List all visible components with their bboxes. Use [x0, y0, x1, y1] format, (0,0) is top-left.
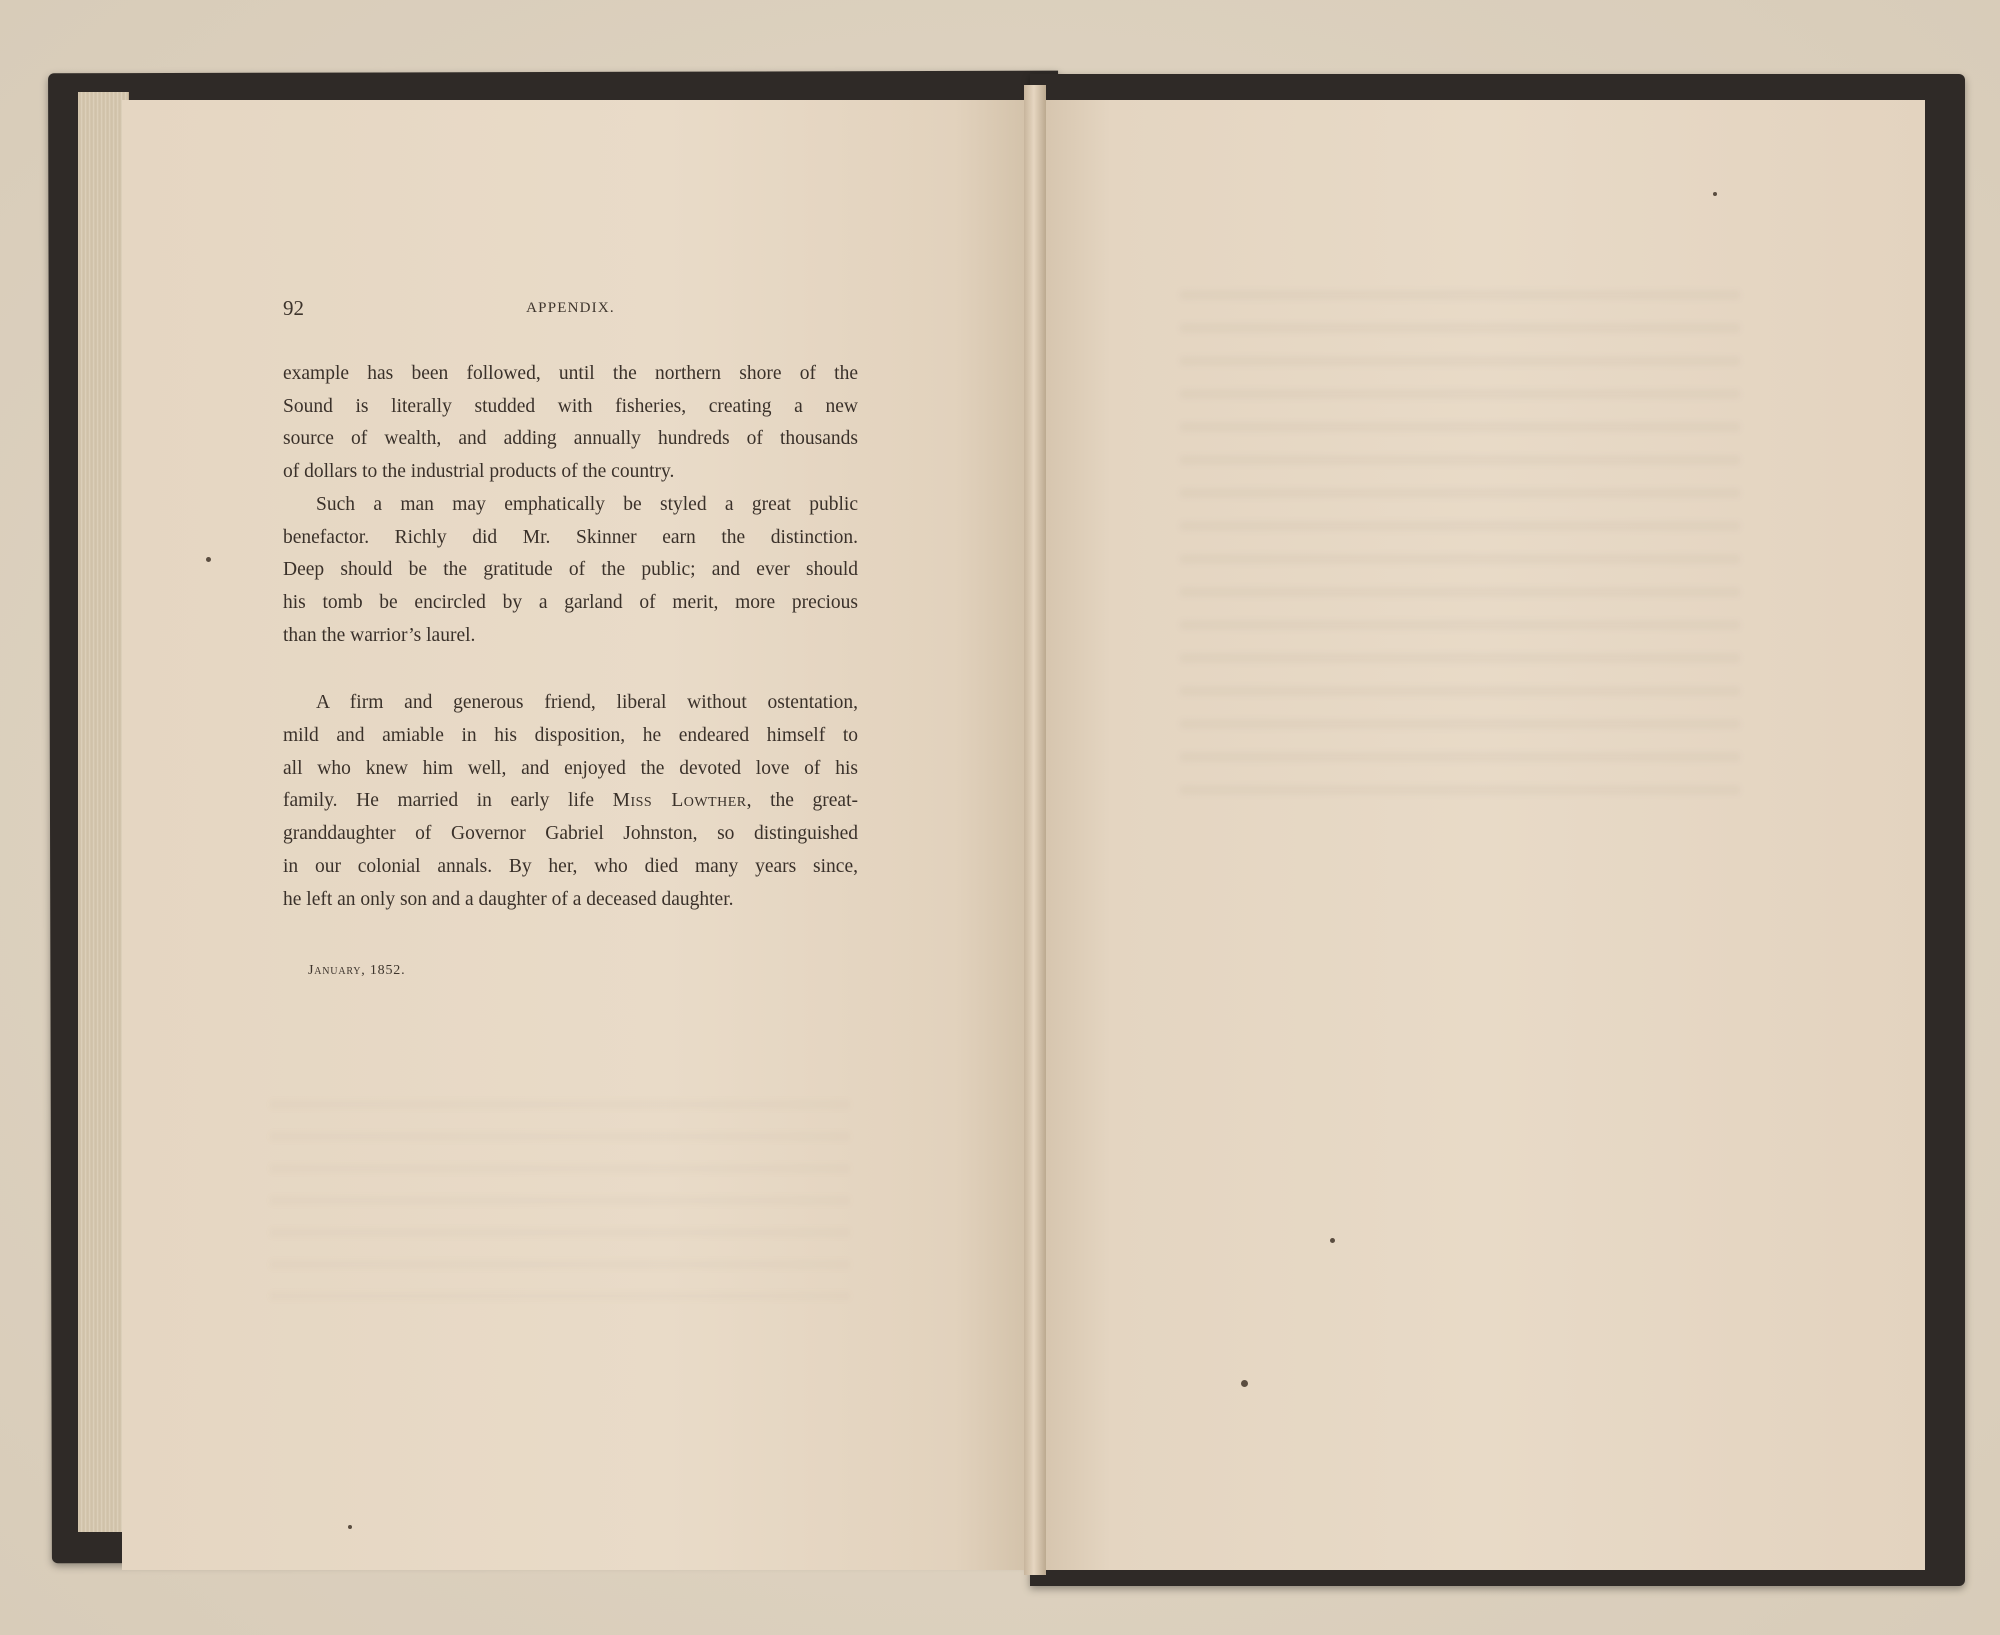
paper-speck	[1713, 192, 1717, 196]
text-line: in our colonial annals. By her, who died many years since,	[283, 855, 858, 877]
paragraph	[283, 489, 858, 653]
text-line: Deep should be the gratitude of the public; and ever should	[283, 559, 858, 581]
text-line: his tomb be encircled by a garland of merit, more precious	[283, 591, 858, 613]
text-line: he left an only son and a daughter of a deceased daughter.	[283, 888, 734, 910]
book-gutter	[1024, 85, 1046, 1575]
text-line: of dollars to the industrial products of the country.	[283, 461, 675, 483]
text-fragment: family. He married in early life	[283, 790, 613, 812]
paragraph-gap	[283, 652, 858, 687]
text-line: Sound is literally studded with fisheries, creating a new	[283, 395, 858, 417]
text-line: Such a man may emphatically be styled a great public	[316, 493, 858, 515]
show-through-text	[1180, 290, 1740, 810]
paper-speck	[206, 557, 211, 562]
text-line: A firm and generous friend, liberal without ostentation,	[316, 692, 858, 714]
running-head: APPENDIX.	[526, 300, 615, 316]
show-through-text-left	[270, 1100, 850, 1300]
text-line: granddaughter of Governor Gabriel Johnston, so distinguished	[283, 823, 858, 845]
page-header	[283, 296, 858, 326]
text-line: all who knew him well, and enjoyed the devoted love of his	[283, 757, 858, 779]
paper-speck	[348, 1525, 352, 1529]
dateline: January, 1852.	[308, 963, 406, 978]
text-line: than the warrior’s laurel.	[283, 624, 476, 646]
text-line: source of wealth, and adding annually hundreds of thousands	[283, 428, 858, 450]
person-name: Miss Lowther	[612, 790, 747, 812]
paper-speck	[1330, 1238, 1335, 1243]
paragraph	[283, 687, 858, 916]
page-number: 92	[283, 296, 304, 320]
paragraph	[283, 358, 858, 489]
paper-speck	[1241, 1380, 1248, 1387]
text-line: example has been followed, until the northern shore of the	[283, 363, 858, 384]
text-fragment: , the great-	[746, 790, 858, 812]
body-text	[283, 358, 858, 916]
text-line: mild and amiable in his disposition, he endeared himself to	[283, 725, 858, 747]
text-line: benefactor. Richly did Mr. Skinner earn the distinction.	[283, 526, 858, 548]
text-line	[283, 785, 858, 818]
